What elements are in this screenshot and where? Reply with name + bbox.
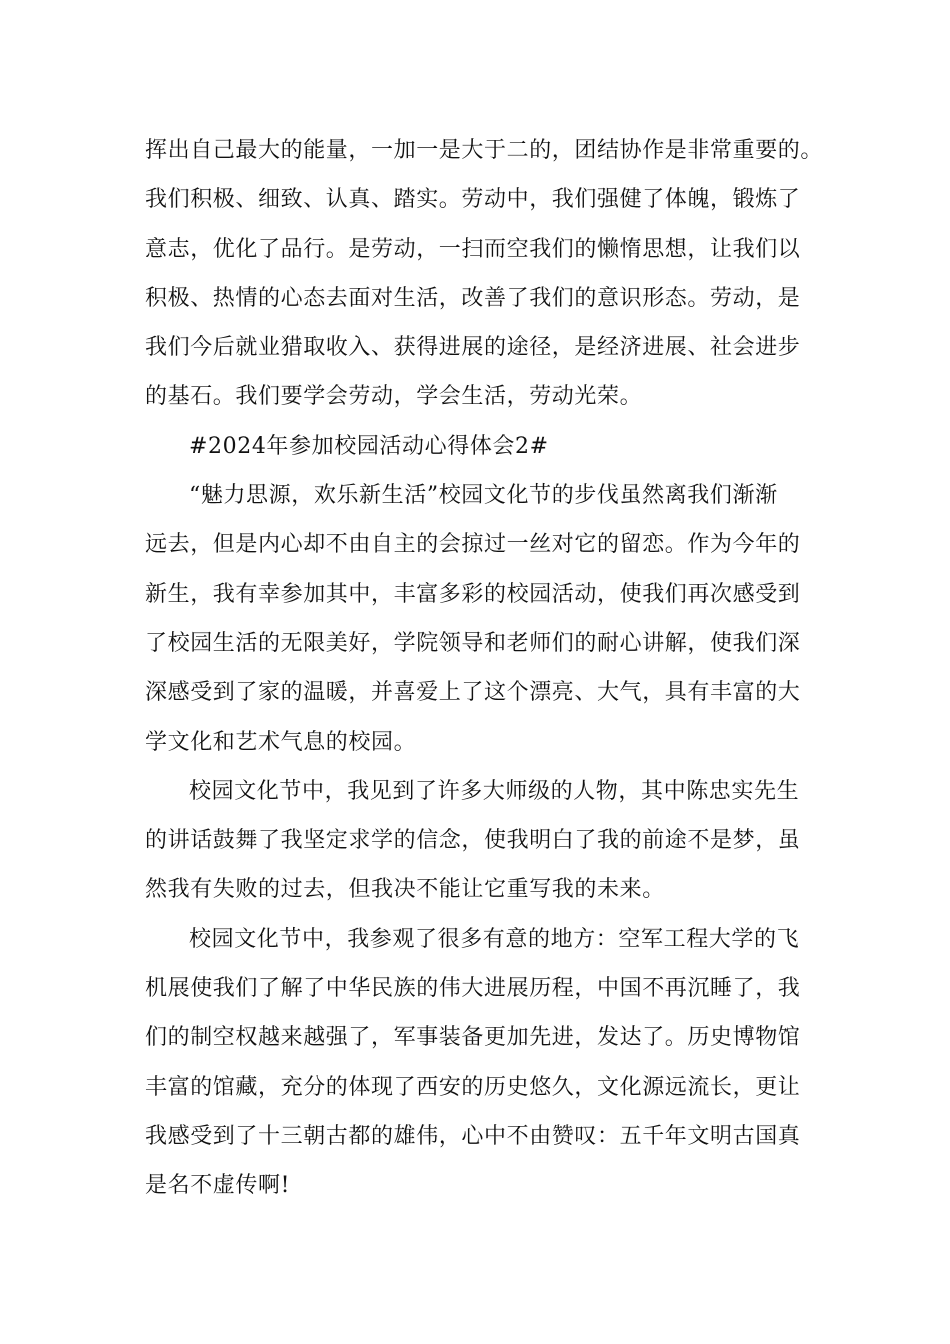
text-line: 的讲话鼓舞了我坚定求学的信念，使我明白了我的前途不是梦，虽	[145, 828, 801, 854]
text-line: 挥出自己最大的能量，一加一是大于二的，团结协作是非常重要的。	[145, 138, 824, 163]
text-line: 我们积极、细致、认真、踏实。劳动中，我们强健了体魄，锻炼了	[145, 187, 801, 213]
text-line: 意志，优化了品行。是劳动，一扫而空我们的懒惰思想，让我们以	[145, 236, 801, 262]
text-line: 然我有失败的过去，但我决不能让它重写我的未来。	[145, 877, 665, 903]
text-line: 校园文化节中，我见到了许多大师级的人物，其中陈忠实先生	[189, 778, 800, 804]
section-heading: #2024年参加校园活动心得体会2#	[189, 433, 549, 459]
text-line: 我感受到了十三朝古都的雄伟，心中不由赞叹：五千年文明古国真	[145, 1123, 801, 1149]
text-line: 学文化和艺术气息的校园。	[145, 729, 417, 755]
text-line: 校园文化节中，我参观了很多有意的地方：空军工程大学的飞	[189, 926, 800, 952]
text-line: “魅力思源，欢乐新生活”校园文化节的步伐虽然离我们渐渐	[189, 483, 778, 509]
text-line: 机展使我们了解了中华民族的伟大进展历程，中国不再沉睡了，我	[145, 976, 801, 1002]
text-line: 新生，我有幸参加其中，丰富多彩的校园活动，使我们再次感受到	[145, 581, 801, 607]
text-line: 是名不虚传啊!	[145, 1173, 291, 1199]
text-line: 丰富的馆藏，充分的体现了西安的历史悠久，文化源远流长，更让	[145, 1074, 801, 1100]
document-body	[145, 126, 835, 1211]
text-line: 远去，但是内心却不由自主的会掠过一丝对它的留恋。作为今年的	[145, 532, 801, 558]
text-line: 深感受到了家的温暖，并喜爱上了这个漂亮、大气，具有丰富的大	[145, 680, 801, 706]
text-line: 我们今后就业猎取收入、获得进展的途径，是经济进展、社会进步	[145, 335, 801, 361]
text-line: 积极、热情的心态去面对生活，改善了我们的意识形态。劳动，是	[145, 285, 801, 311]
text-line: 们的制空权越来越强了，军事装备更加先进，发达了。历史博物馆	[145, 1025, 801, 1051]
text-line: 的基石。我们要学会劳动，学会生活，劳动光荣。	[145, 384, 643, 410]
text-line: 了校园生活的无限美好，学院领导和老师们的耐心讲解，使我们深	[145, 630, 801, 656]
